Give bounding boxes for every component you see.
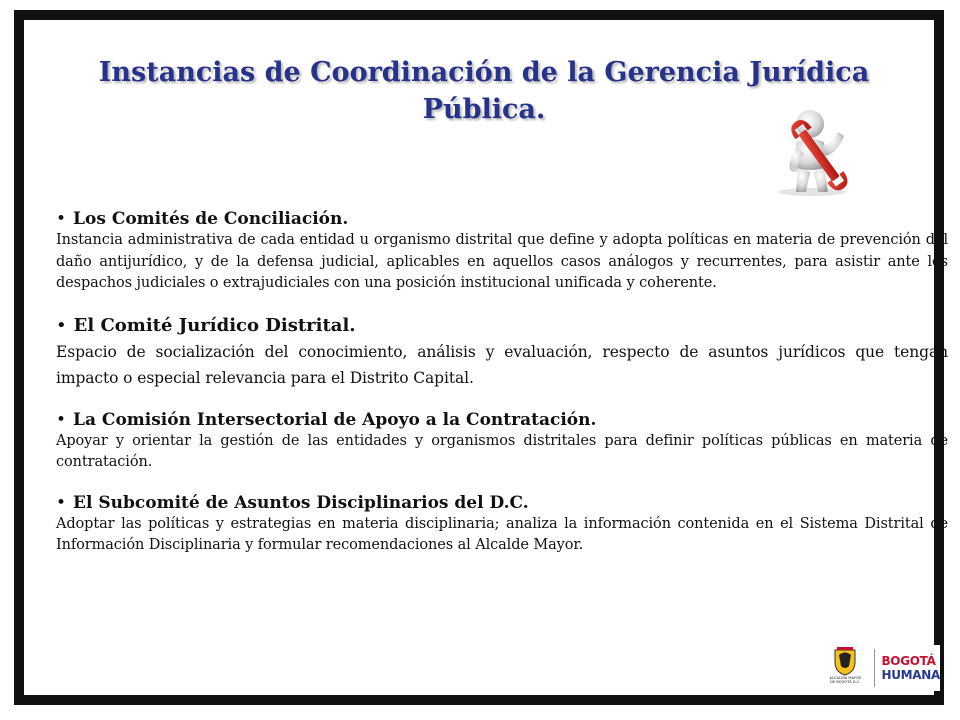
section-description: Espacio de socialización del conocimiento, análisis y evaluación, respecto de asuntos jurídicos que tengan impacto o especial relevancia para el Distrito Capital. — [56, 342, 948, 387]
slide-title: Instancias de Coordinación de la Gerencia Jurídica Pública. — [98, 57, 870, 125]
alcaldia-seal — [822, 646, 868, 690]
section-heading-text: Los Comités de Conciliación. — [73, 209, 349, 229]
slide-frame — [14, 10, 948, 705]
section-comision-intersectorial — [56, 409, 948, 474]
section-heading — [56, 313, 948, 339]
section-comite-juridico — [56, 313, 948, 391]
section-comites-conciliacion — [56, 208, 948, 295]
bogota-coat-of-arms-icon — [832, 646, 858, 676]
person-with-wrench-icon — [760, 106, 858, 198]
bullet-icon: • — [56, 209, 67, 229]
section-subcomite-disciplinarios — [56, 492, 948, 557]
section-heading-text: La Comisión Intersectorial de Apoyo a la Contratación. — [73, 409, 597, 430]
section-heading — [56, 492, 948, 514]
bullet-icon: • — [56, 409, 67, 430]
section-heading — [56, 409, 948, 431]
section-description: Apoyar y orientar la gestión de las entidades y organismos distritales para definir políticas públicas en materia de contratación. — [56, 432, 948, 470]
brand-line-2: HUMANA — [881, 668, 940, 682]
footer-logos — [822, 645, 940, 691]
section-heading-text: El Subcomité de Asuntos Disciplinarios del D.C. — [73, 492, 529, 513]
bullet-icon: • — [56, 314, 67, 336]
brand-line-1: BOGOTÁ — [881, 654, 936, 668]
seal-caption-line-2: DE BOGOTÁ D.C. — [830, 680, 861, 684]
seal-caption-line-1: ALCALDÍA MAYOR — [829, 676, 861, 680]
bullet-icon: • — [56, 492, 67, 513]
content-body — [56, 208, 948, 557]
section-heading — [56, 208, 948, 230]
section-heading-text: El Comité Jurídico Distrital. — [73, 314, 356, 336]
section-description: Instancia administrativa de cada entidad u organismo distrital que define y adopta políticas en materia de prevención del daño antijurídico, y de la defensa judicial, aplicables en aquellos casos análogos y recurrentes, para asistir ante los despachos judiciales o extrajudiciales con una posición institucional unificada y coherente. — [56, 232, 948, 291]
section-description: Adoptar las políticas y estrategias en materia disciplinaria; analiza la información contenida en el Sistema Distrital de Información Disciplinaria y formular recomendaciones al Alcalde Mayor. — [56, 515, 948, 553]
logo-divider — [874, 649, 875, 687]
bogota-humana-logo — [881, 654, 940, 682]
